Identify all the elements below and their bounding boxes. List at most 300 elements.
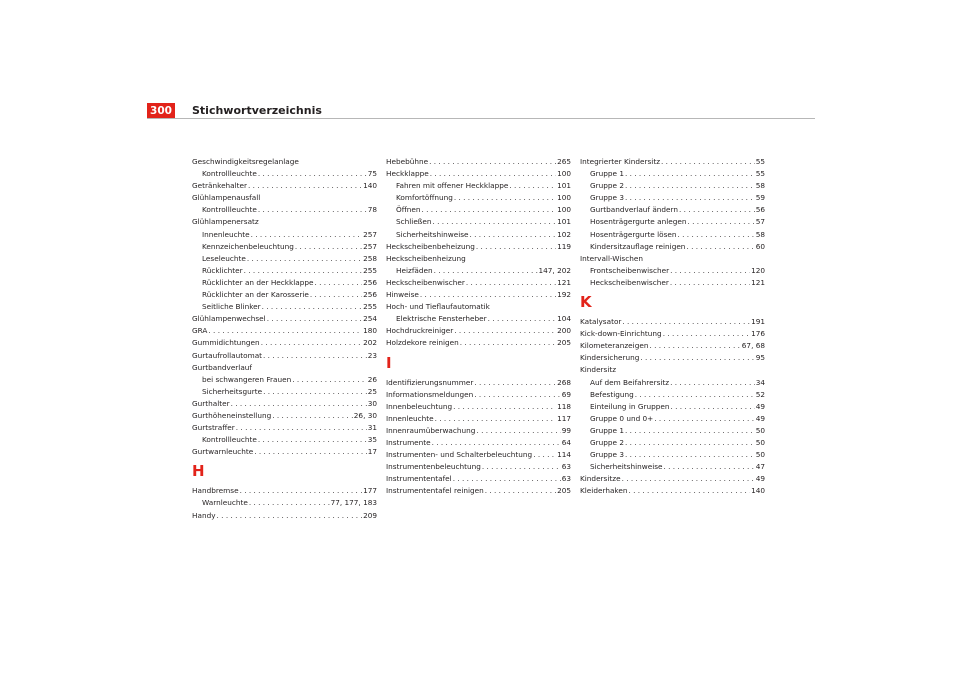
index-entry (580, 156, 765, 168)
page-reference: 49 (755, 474, 765, 484)
page-reference: 205 (557, 338, 571, 348)
entry-label: Sicherheitshinweise (590, 462, 663, 472)
page-reference: 176 (751, 329, 765, 339)
index-subentry (192, 301, 377, 313)
index-entry (580, 364, 765, 376)
dot-leader (292, 374, 366, 386)
entry-label: Geschwindigkeitsregelanlage (192, 157, 299, 166)
entry-label: Innenleuchte (386, 413, 434, 423)
index-entry (192, 325, 377, 337)
index-entry (192, 485, 377, 497)
entry-label: Gruppe 1 (590, 169, 624, 179)
entry-label: Instrumente (386, 437, 431, 447)
index-subentry (386, 180, 571, 192)
page-reference: 117 (557, 413, 571, 423)
index-subentry (386, 313, 571, 325)
index-subentry (580, 277, 765, 289)
index-subentry (192, 386, 377, 398)
page-reference: 102 (557, 229, 571, 239)
index-entry (580, 316, 765, 328)
page-reference: 100 (557, 193, 571, 203)
dot-leader (466, 277, 556, 289)
page-reference: 59 (755, 193, 765, 203)
page-reference: 50 (755, 450, 765, 460)
index-entry (580, 340, 765, 352)
index-entry (386, 241, 571, 253)
index-entry (386, 289, 571, 301)
index-subentry (386, 265, 571, 277)
index-entry (192, 180, 377, 192)
entry-label: Kindersitzauflage reinigen (590, 241, 686, 251)
index-subentry (192, 229, 377, 241)
index-entry (192, 192, 377, 204)
index-entry (192, 422, 377, 434)
index-subentry (580, 241, 765, 253)
dot-leader (272, 410, 353, 422)
index-subentry (386, 216, 571, 228)
entry-label: Hoch- und Tieflaufautomatik (386, 302, 490, 312)
entry-label: Intervall-Wischen (580, 253, 643, 263)
entry-label: Kontrollleuchte (202, 169, 257, 179)
page-reference: 26, 30 (353, 410, 377, 420)
page-reference: 58 (755, 229, 765, 239)
entry-label: Sicherheitsgurte (202, 386, 263, 396)
entry-label: Kontrollleuchte (202, 205, 257, 215)
page-reference: 75 (367, 169, 377, 179)
index-subentry (580, 216, 765, 228)
entry-label: Elektrische Fensterheber (396, 314, 487, 324)
dot-leader (258, 434, 367, 446)
dot-leader (254, 446, 366, 458)
entry-label: Instrumentenbeleuchtung (386, 462, 481, 472)
entry-label: bei schwangeren Frauen (202, 374, 292, 384)
index-entry (192, 350, 377, 362)
entry-label: Gruppe 1 (590, 425, 624, 435)
index-entry (386, 449, 571, 461)
dot-leader (236, 422, 367, 434)
page-reference: 63 (561, 474, 571, 484)
dot-leader (509, 180, 556, 192)
index-entry (386, 389, 571, 401)
dot-leader (625, 425, 755, 437)
index-entry (386, 325, 571, 337)
dot-leader (315, 277, 363, 289)
dot-leader (476, 425, 560, 437)
page-reference: 64 (561, 437, 571, 447)
page-reference: 26 (367, 374, 377, 384)
index-subentry (192, 434, 377, 446)
index-subentry (386, 192, 571, 204)
page-reference: 265 (557, 157, 571, 166)
index-subentry (580, 265, 765, 277)
dot-leader (474, 389, 560, 401)
entry-label: Katalysator (580, 317, 622, 327)
dot-leader (670, 265, 750, 277)
dot-leader (470, 229, 557, 241)
index-entry (192, 446, 377, 458)
section-letter: I (386, 353, 392, 372)
entry-label: Rücklichter an der Heckklappe (202, 277, 314, 287)
page-reference: 254 (363, 314, 377, 324)
index-entry (386, 337, 571, 349)
dot-leader (679, 204, 755, 216)
dot-leader (435, 413, 556, 425)
entry-label: Integrierter Kindersitz (580, 157, 661, 166)
entry-label: Kilometeranzeigen (580, 341, 649, 351)
page-reference: 63 (561, 462, 571, 472)
entry-label: Komfortöffnung (396, 193, 453, 203)
dot-leader (258, 204, 367, 216)
index-entry (386, 413, 571, 425)
entry-label: Rücklichter an der Karosserie (202, 290, 309, 300)
entry-label: Seitliche Blinker (202, 302, 261, 312)
index-subentry (580, 204, 765, 216)
dot-leader (248, 180, 362, 192)
dot-leader (240, 485, 362, 497)
index-subentry (580, 437, 765, 449)
dot-leader (635, 389, 755, 401)
page-reference: 47 (755, 462, 765, 472)
entry-label: Handbremse (192, 486, 239, 496)
entry-label: Kontrollleuchte (202, 435, 257, 445)
page-reference: 100 (557, 205, 571, 215)
entry-label: Gurtwarnleuchte (192, 447, 254, 457)
entry-label: Gurtbandverlauf (192, 362, 252, 372)
page-reference: 99 (561, 425, 571, 435)
page-reference: 49 (755, 413, 765, 423)
page-reference: 140 (751, 486, 765, 496)
dot-leader (453, 473, 561, 485)
page-reference: 177 (363, 486, 377, 496)
index-entry (386, 461, 571, 473)
page-reference: 255 (363, 265, 377, 275)
entry-label: Heckscheibenheizung (386, 253, 466, 263)
entry-label: Gurtstraffer (192, 423, 235, 433)
index-entry (386, 473, 571, 485)
dot-leader (263, 350, 367, 362)
page-reference: 191 (751, 317, 765, 327)
entry-label: Gruppe 3 (590, 193, 624, 203)
section-letter: H (192, 462, 205, 481)
dot-leader (663, 328, 750, 340)
index-entry (192, 156, 377, 168)
page-reference: 118 (557, 401, 571, 411)
page-reference: 57 (755, 217, 765, 227)
dot-leader (420, 289, 556, 301)
dot-leader (629, 485, 751, 497)
index-entry (386, 253, 571, 265)
section-letter: K (580, 293, 592, 312)
dot-leader (649, 340, 740, 352)
page-reference: 257 (363, 229, 377, 239)
index-entry (580, 485, 765, 497)
entry-label: Instrumententafel reinigen (386, 486, 484, 496)
page-reference: 17 (367, 447, 377, 457)
dot-leader (482, 461, 561, 473)
dot-leader (267, 313, 362, 325)
page-reference: 256 (363, 277, 377, 287)
entry-label: Kindersitze (580, 474, 621, 484)
entry-label: Gummidichtungen (192, 338, 260, 348)
page-reference: 35 (367, 435, 377, 445)
dot-leader (247, 253, 362, 265)
dot-leader (231, 398, 367, 410)
page-reference: 268 (557, 377, 571, 387)
entry-label: Innenbeleuchtung (386, 401, 453, 411)
page-reference: 50 (755, 425, 765, 435)
index-subentry (192, 277, 377, 289)
page-reference: 255 (363, 302, 377, 312)
page-reference: 23 (367, 350, 377, 360)
entry-label: Hinweise (386, 290, 419, 300)
dot-leader (625, 192, 755, 204)
entry-label: Gurtbandverlauf ändern (590, 205, 679, 215)
index-entry (192, 510, 377, 522)
dot-leader (433, 216, 557, 228)
dot-leader (429, 156, 556, 168)
page-reference: 49 (755, 401, 765, 411)
page-reference: 78 (367, 205, 377, 215)
index-subentry (580, 401, 765, 413)
index-entry (192, 216, 377, 228)
page-reference: 202 (363, 338, 377, 348)
page-reference: 121 (557, 277, 571, 287)
index-subentry (192, 374, 377, 386)
header-divider (147, 118, 815, 119)
dot-leader (533, 449, 556, 461)
page-reference: 67, 68 (741, 341, 765, 351)
entry-label: Kennzeichenbeleuchtung (202, 241, 294, 251)
entry-label: Hochdruckreiniger (386, 326, 454, 336)
dot-leader (670, 277, 750, 289)
dot-leader (488, 313, 556, 325)
entry-label: Holzdekore reinigen (386, 338, 459, 348)
entry-label: Gruppe 0 und 0+ (590, 413, 654, 423)
index-subentry (580, 180, 765, 192)
index-column-3 (580, 156, 765, 497)
page-reference: 30 (367, 398, 377, 408)
page-reference: 200 (557, 326, 571, 336)
dot-leader (625, 437, 755, 449)
entry-label: Auf dem Beifahrersitz (590, 377, 670, 387)
index-entry (192, 410, 377, 422)
dot-leader (422, 204, 557, 216)
index-subentry (580, 413, 765, 425)
entry-label: Glühlampenausfall (192, 193, 261, 203)
index-subentry (580, 425, 765, 437)
dot-leader (263, 386, 367, 398)
dot-leader (249, 497, 330, 509)
index-subentry (580, 377, 765, 389)
index-subentry (386, 229, 571, 241)
dot-leader (454, 325, 556, 337)
dot-leader (261, 337, 362, 349)
dot-leader (625, 449, 755, 461)
page-reference: 257 (363, 241, 377, 251)
entry-label: Schließen (396, 217, 432, 227)
dot-leader (686, 241, 754, 253)
index-entry (192, 313, 377, 325)
entry-label: Glühlampenersatz (192, 217, 259, 227)
index-subentry (580, 192, 765, 204)
page-reference: 95 (755, 353, 765, 363)
dot-leader (474, 377, 556, 389)
index-entry (192, 337, 377, 349)
index-subentry (192, 497, 377, 509)
entry-label: Heckscheibenwischer (386, 277, 465, 287)
index-subentry (580, 461, 765, 473)
entry-label: Gurthalter (192, 398, 230, 408)
entry-label: Hosenträgergurte anlegen (590, 217, 687, 227)
entry-label: Informationsmeldungen (386, 389, 474, 399)
index-subentry (192, 289, 377, 301)
index-entry (580, 473, 765, 485)
dot-leader (678, 229, 755, 241)
index-subentry (580, 449, 765, 461)
entry-label: Gruppe 2 (590, 181, 624, 191)
entry-label: Kick-down-Einrichtung (580, 329, 662, 339)
entry-label: Frontscheibenwischer (590, 265, 670, 275)
index-entry (386, 437, 571, 449)
dot-leader (453, 401, 556, 413)
dot-leader (476, 241, 556, 253)
dot-leader (454, 192, 556, 204)
entry-label: Warnleuchte (202, 498, 248, 508)
page-reference: 101 (557, 217, 571, 227)
index-entry (580, 328, 765, 340)
entry-label: Gruppe 2 (590, 437, 624, 447)
dot-leader (625, 168, 755, 180)
index-entry (386, 377, 571, 389)
dot-leader (258, 168, 367, 180)
entry-label: Kindersitz (580, 365, 617, 375)
index-entry (386, 401, 571, 413)
page-reference: 60 (755, 241, 765, 251)
page-reference: 34 (755, 377, 765, 387)
index-subentry (192, 204, 377, 216)
dot-leader (654, 413, 754, 425)
page-reference: 77, 177, 183 (330, 498, 377, 508)
index-entry (386, 425, 571, 437)
dot-leader (310, 289, 362, 301)
index-entry (386, 485, 571, 497)
page-reference: 121 (751, 277, 765, 287)
index-subentry (580, 168, 765, 180)
entry-label: Kleiderhaken (580, 486, 628, 496)
entry-label: Getränkehalter (192, 181, 248, 191)
entry-label: Heckscheibenbeheizung (386, 241, 475, 251)
entry-label: Innenleuchte (202, 229, 250, 239)
dot-leader (217, 510, 363, 522)
dot-leader (622, 473, 755, 485)
page-reference: 192 (557, 290, 571, 300)
index-entry (386, 156, 571, 168)
dot-leader (664, 461, 755, 473)
index-subentry (386, 204, 571, 216)
entry-label: Gurtaufrollautomat (192, 350, 263, 360)
page-reference: 119 (557, 241, 571, 251)
entry-label: Gurthöheneinstellung (192, 410, 272, 420)
dot-leader (661, 156, 755, 168)
page-reference: 58 (755, 181, 765, 191)
index-entry (580, 253, 765, 265)
entry-label: Handy (192, 510, 216, 520)
index-subentry (192, 241, 377, 253)
dot-leader (687, 216, 754, 228)
dot-leader (295, 241, 362, 253)
page-reference: 104 (557, 314, 571, 324)
page-reference: 209 (363, 510, 377, 520)
page-reference: 256 (363, 290, 377, 300)
page-reference: 120 (751, 265, 765, 275)
dot-leader (625, 180, 755, 192)
index-subentry (580, 229, 765, 241)
page-reference: 205 (557, 486, 571, 496)
entry-label: Einteilung in Gruppen (590, 401, 670, 411)
page-reference: 56 (755, 205, 765, 215)
page-reference: 180 (363, 326, 377, 336)
dot-leader (640, 352, 754, 364)
entry-label: Öffnen (396, 205, 421, 215)
dot-leader (671, 401, 755, 413)
entry-label: Befestigung (590, 389, 634, 399)
entry-label: Fahren mit offener Heckklappe (396, 181, 509, 191)
page-reference: 140 (363, 181, 377, 191)
entry-label: Rücklichter (202, 265, 243, 275)
entry-label: Identifizierungsnummer (386, 377, 474, 387)
index-entry (580, 352, 765, 364)
entry-label: Heckklappe (386, 169, 429, 179)
index-column-1 (192, 156, 377, 522)
index-entry (192, 398, 377, 410)
dot-leader (430, 168, 556, 180)
entry-label: Leseleuchte (202, 253, 246, 263)
page-reference: 50 (755, 437, 765, 447)
entry-label: Heckscheibenwischer (590, 277, 669, 287)
entry-label: Hebebühne (386, 157, 429, 166)
page-title: Stichwortverzeichnis (192, 104, 322, 117)
index-entry (192, 362, 377, 374)
page-number: 300 (147, 103, 175, 119)
entry-label: Sicherheitshinweise (396, 229, 469, 239)
dot-leader (244, 265, 362, 277)
dot-leader (251, 229, 362, 241)
dot-leader (262, 301, 362, 313)
page-reference: 55 (755, 157, 765, 166)
entry-label: Instrumententafel (386, 474, 452, 484)
index-subentry (192, 265, 377, 277)
index-entry (386, 277, 571, 289)
entry-label: Heizfäden (396, 265, 433, 275)
index-subentry (580, 389, 765, 401)
page-reference: 69 (561, 389, 571, 399)
page-reference: 25 (367, 386, 377, 396)
page-reference: 52 (755, 389, 765, 399)
entry-label: Gruppe 3 (590, 450, 624, 460)
page-reference: 31 (367, 423, 377, 433)
index-column-2 (386, 156, 571, 497)
index-subentry (192, 168, 377, 180)
page-reference: 100 (557, 169, 571, 179)
entry-label: GRA (192, 326, 208, 336)
index-entry (386, 301, 571, 313)
index-entry (386, 168, 571, 180)
dot-leader (434, 265, 538, 277)
entry-label: Glühlampenwechsel (192, 314, 266, 324)
entry-label: Innenraumüberwachung (386, 425, 476, 435)
index-subentry (192, 253, 377, 265)
page-reference: 147, 202 (538, 265, 571, 275)
